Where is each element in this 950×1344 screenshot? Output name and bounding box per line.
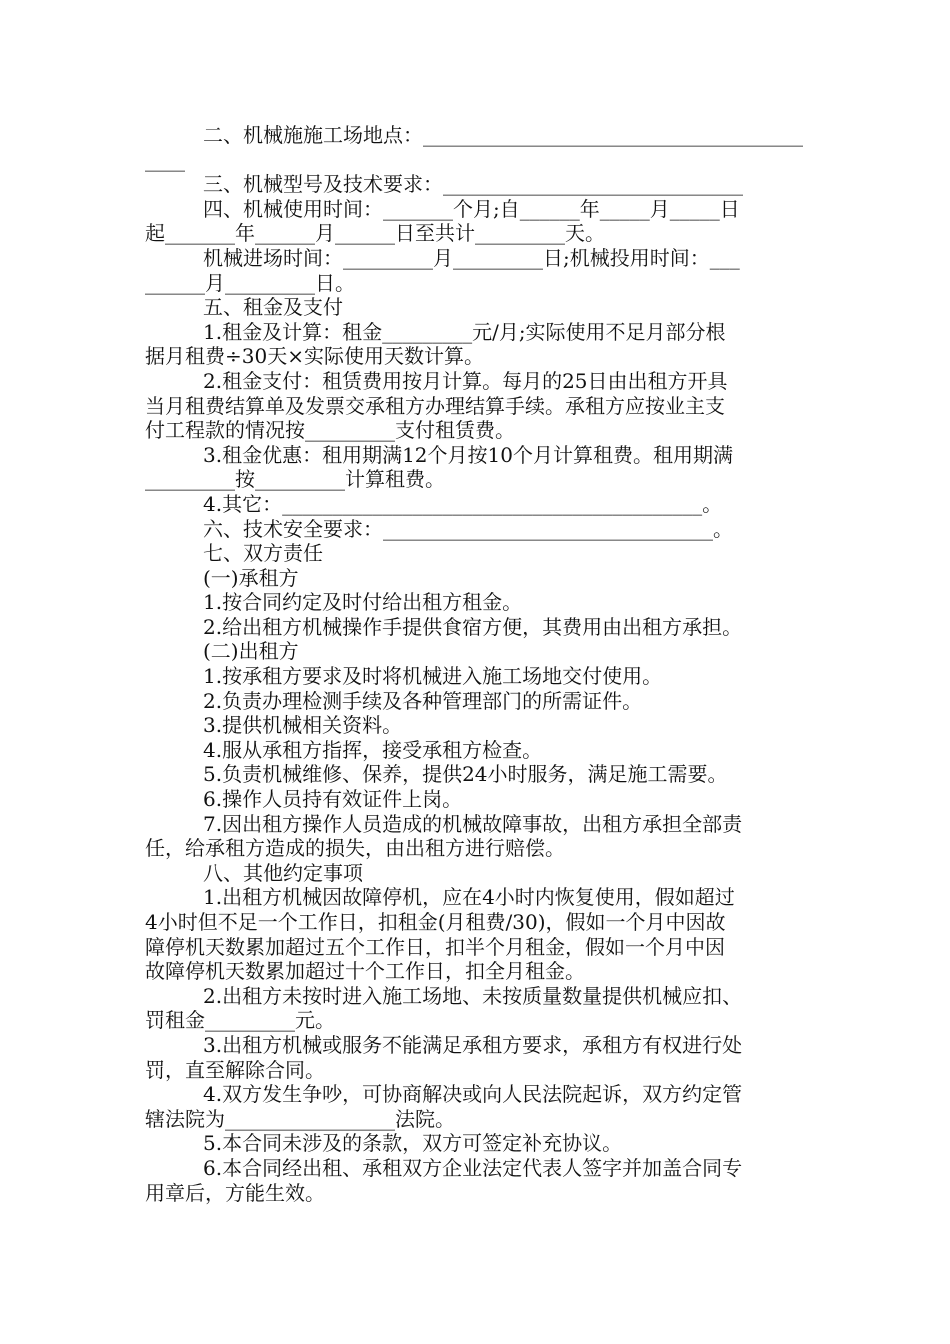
other-item-1-cont3: 故障停机天数累加超过十个工作日，扣全月租金。 xyxy=(145,959,585,984)
clause-3-model: 三、机械型号及技术要求：______________________________ xyxy=(203,172,743,197)
rent-other: 4.其它：__________________________________________。 xyxy=(203,491,723,516)
other-item-4: 4.双方发生争吵，可协商解决或向人民法院起诉，双方约定管 xyxy=(203,1082,743,1107)
rent-payment-cont: 当月租费结算单及发票交承租方办理结算手续。承租方应按业主支 xyxy=(145,393,725,418)
clause-8-heading: 八、其他约定事项 xyxy=(203,860,363,885)
lessor-item-1: 1.按承租方要求及时将机械进入施工场地交付使用。 xyxy=(203,664,663,689)
other-item-6-cont: 用章后，方能生效。 xyxy=(145,1180,325,1205)
entry-time-cont: ______月_________日。 xyxy=(145,270,355,295)
rent-discount: 3.租金优惠：租用期满12个月按10个月计算租费。租用期满 xyxy=(203,442,733,467)
clause-4-usage-time: 四、机械使用时间：_______个月;自______年_____月_____日 xyxy=(203,196,740,221)
other-item-3-cont: 罚，直至解除合同。 xyxy=(145,1057,325,1082)
other-item-4-cont: 辖法院为_________________法院。 xyxy=(145,1106,455,1131)
lessor-item-5: 5.负责机械维修、保养，提供24小时服务，满足施工需要。 xyxy=(203,762,728,787)
other-item-1-cont2: 障停机天数累加超过五个工作日，扣半个月租金，假如一个月中因 xyxy=(145,934,725,959)
lessee-item-2: 2.给出租方机械操作手提供食宿方便，其费用由出租方承担。 xyxy=(203,614,743,639)
clause-4-usage-time-cont: 起_______年______月______日至共计_________天。 xyxy=(145,221,605,246)
rent-payment: 2.租金支付：租赁费用按月计算。每月的25日由出租方开具 xyxy=(203,368,728,393)
contract-body xyxy=(145,123,810,1205)
other-item-2: 2.出租方未按时进入施工场地、未按质量数量提供机械应扣、 xyxy=(203,983,743,1008)
other-item-2-cont: 罚租金_________元。 xyxy=(145,1008,335,1033)
rent-calc-cont: 据月租费÷30天×实际使用天数计算。 xyxy=(145,344,484,369)
lessor-heading: (二)出租方 xyxy=(203,639,299,664)
clause-2-site-cont: ____ xyxy=(145,147,185,172)
lessor-item-6: 6.操作人员持有效证件上岗。 xyxy=(203,787,463,812)
rent-payment-cont2: 付工程款的情况按_________支付租赁费。 xyxy=(145,418,515,443)
lessee-heading: (一)承租方 xyxy=(203,565,299,590)
rent-discount-cont: _________按_________计算租费。 xyxy=(145,467,445,492)
lessor-item-2: 2.负责办理检测手续及各种管理部门的所需证件。 xyxy=(203,688,643,713)
lessor-item-4: 4.服从承租方指挥，接受承租方检查。 xyxy=(203,737,543,762)
clause-2-site: 二、机械施施工场地点：______________________________________ xyxy=(203,123,803,147)
clause-5-heading: 五、租金及支付 xyxy=(203,295,343,320)
lessor-item-3: 3.提供机械相关资料。 xyxy=(203,713,403,738)
other-item-6: 6.本合同经出租、承租双方企业法定代表人签字并加盖合同专 xyxy=(203,1155,743,1180)
lessor-item-7: 7.因出租方操作人员造成的机械故障事故，出租方承担全部责 xyxy=(203,811,743,836)
lessor-item-7-cont: 任，给承租方造成的损失，由出租方进行赔偿。 xyxy=(145,836,565,861)
other-item-5: 5.本合同未涉及的条款，双方可签定补充协议。 xyxy=(203,1131,623,1156)
other-item-3: 3.出租方机械或服务不能满足承租方要求，承租方有权进行处 xyxy=(203,1032,743,1057)
entry-time: 机械进场时间：_________月_________日;机械投用时间：___ xyxy=(203,245,740,270)
rent-calc: 1.租金及计算：租金_________元/月;实际使用不足月部分根 xyxy=(203,319,726,344)
lessee-item-1: 1.按合同约定及时付给出租方租金。 xyxy=(203,590,523,615)
clause-7-heading: 七、双方责任 xyxy=(203,541,323,566)
other-item-1: 1.出租方机械因故障停机，应在4小时内恢复使用，假如超过 xyxy=(203,885,735,910)
clause-6-safety: 六、技术安全要求：_________________________________。 xyxy=(203,516,733,541)
other-item-1-cont: 4小时但不足一个工作日，扣租金(月租费/30)，假如一个月中因故 xyxy=(145,910,726,934)
